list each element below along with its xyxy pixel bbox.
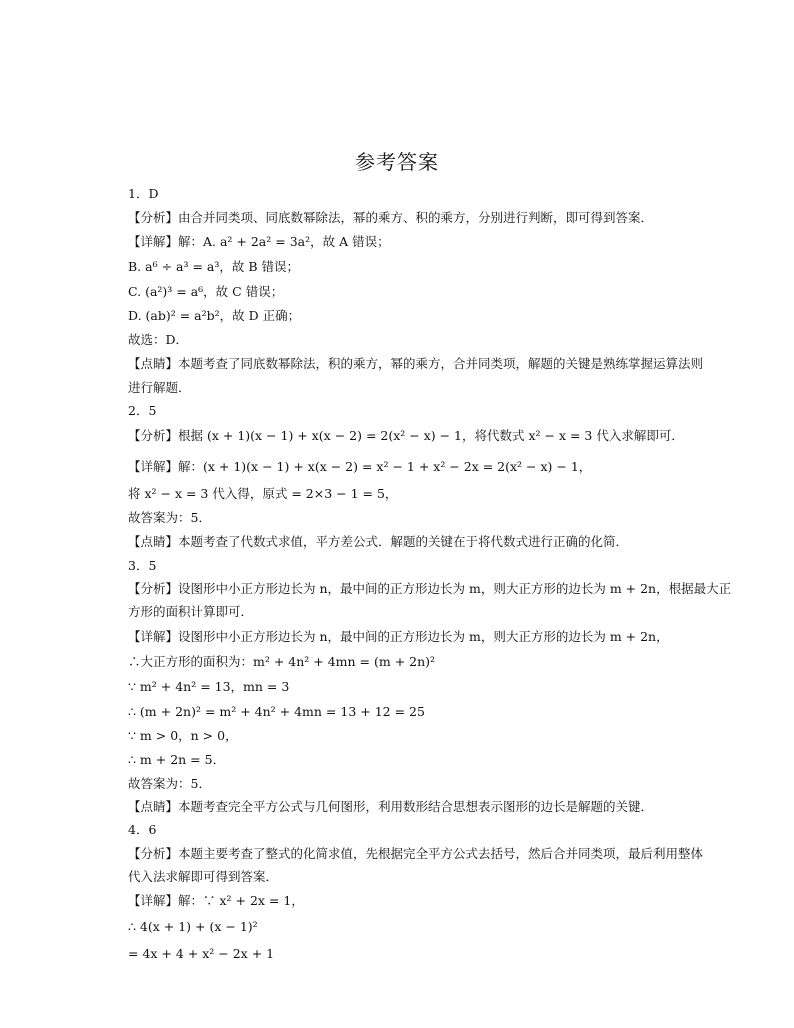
q1-detail-a: 【详解】解：A. a² + 2a² = 3a²，故 A 错误；: [128, 234, 390, 249]
q1-analysis: 【分析】由合并同类项、同底数幂除法，幂的乘方、积的乘方，分别进行判断，即可得到答案．: [128, 210, 654, 225]
q3-step-2: ∵ m² + 4n² = 13，mn = 3: [128, 679, 290, 694]
q2-answer: 2．5: [128, 403, 157, 418]
q1-detail-d: D. (ab)² = a²b²，故 D 正确；: [128, 308, 301, 323]
q3-step-5: ∴ m + 2n = 5．: [128, 752, 226, 767]
q3-step-3: ∴ (m + 2n)² = m² + 4n² + 4mn = 13 + 12 = 25: [128, 704, 425, 719]
q4-step-2: = 4x + 4 + x² − 2x + 1: [128, 946, 275, 961]
q3-detail: 【详解】设图形中小正方形边长为 n，最中间的正方形边长为 m，则大正方形的边长为 m + 2n，: [128, 629, 669, 644]
q3-analysis: 【分析】设图形中小正方形边长为 n，最中间的正方形边长为 m，则大正方形的边长为 m + 2n，根据最大正: [128, 581, 732, 596]
q1-comment-cont: 进行解题．: [128, 380, 191, 395]
q2-analysis: 【分析】根据 (x + 1)(x − 1) + x(x − 2) = 2(x² − x) − 1，将代数式 x² − x = 3 代入求解即可．: [128, 428, 684, 443]
q1-detail-c: C. (a²)³ = a⁶，故 C 错误；: [128, 284, 284, 299]
q3-analysis-cont: 方形的面积计算即可．: [128, 604, 254, 619]
q1-answer: 1．D: [128, 186, 159, 201]
q4-step-1: ∴ 4(x + 1) + (x − 1)²: [128, 919, 258, 934]
q4-detail: 【详解】解：∵ x² + 2x = 1，: [128, 893, 304, 908]
page-title: 参考答案: [355, 150, 439, 174]
q2-result: 故答案为：5．: [128, 510, 211, 525]
q3-answer: 3．5: [128, 558, 157, 573]
q3-step-4: ∵ m > 0，n > 0，: [128, 728, 238, 743]
q4-answer: 4．6: [128, 822, 157, 837]
q2-comment: 【点睛】本题考查了代数式求值，平方差公式．解题的关键在于将代数式进行正确的化简．: [128, 534, 629, 549]
q4-analysis-cont: 代入法求解即可得到答案．: [128, 869, 279, 884]
q1-detail-b: B. a⁶ ÷ a³ = a³，故 B 错误；: [128, 259, 299, 274]
q2-substitute: 将 x² − x = 3 代入得，原式 = 2×3 − 1 = 5，: [128, 486, 398, 501]
q4-analysis: 【分析】本题主要考查了整式的化简求值，先根据完全平方公式去括号，然后合并同类项，最后利用整体: [128, 846, 704, 861]
q1-comment: 【点睛】本题考查了同底数幂除法，积的乘方，幂的乘方，合并同类项，解题的关键是熟练掌握运算法则: [128, 356, 704, 371]
q1-choice: 故选：D．: [128, 332, 189, 347]
q2-detail: 【详解】解：(x + 1)(x − 1) + x(x − 2) = x² − 1 + x² − 2x = 2(x² − x) − 1，: [128, 459, 592, 474]
q3-result: 故答案为：5．: [128, 776, 211, 791]
q3-comment: 【点睛】本题考查完全平方公式与几何图形，利用数形结合思想表示图形的边长是解题的关键．: [128, 799, 654, 814]
q3-step-1: ∴大正方形的面积为：m² + 4n² + 4mn = (m + 2n)²: [128, 654, 436, 669]
